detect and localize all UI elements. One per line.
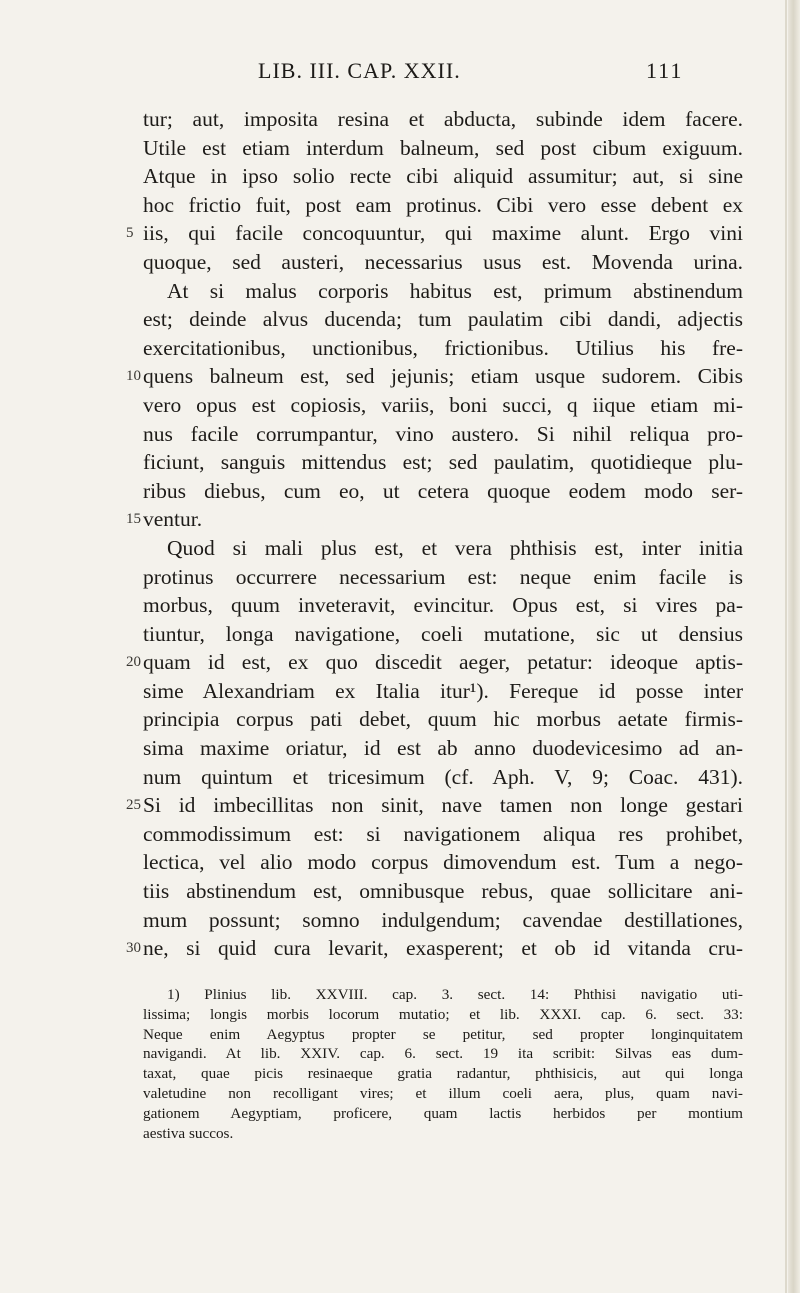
text-line bbox=[143, 620, 743, 649]
line-text: ventur. bbox=[143, 507, 203, 532]
line-text: Quod si mali plus est, et vera phthisis est, inter initia bbox=[167, 535, 743, 560]
line-text: num quintum et tricesimum (cf. Aph. V, 9; Coac. 431). bbox=[143, 764, 743, 789]
line-text: exercitationibus, unctionibus, frictionibus. Utilius his fre- bbox=[143, 335, 743, 360]
line-text: Atque in ipso solio recte cibi aliquid assumitur; aut, si sine bbox=[143, 164, 743, 189]
text-line bbox=[143, 734, 743, 763]
line-text: mum possunt; somno indulgendum; cavendae destillationes, bbox=[143, 907, 743, 932]
text-line bbox=[126, 505, 743, 534]
text-line bbox=[126, 791, 743, 820]
text-line bbox=[143, 906, 743, 935]
line-number: 10 bbox=[126, 368, 141, 385]
text-line bbox=[143, 705, 743, 734]
line-text: ribus diebus, cum eo, ut cetera quoque eodem modo ser- bbox=[143, 478, 743, 503]
line-number: 25 bbox=[126, 797, 141, 814]
text-line bbox=[143, 334, 743, 363]
line-number: 30 bbox=[126, 940, 141, 957]
text-line bbox=[143, 248, 743, 277]
footnote-line: Neque enim Aegyptus propter se petitur, sed propter longinquitatem bbox=[143, 1025, 743, 1043]
footnote-line: taxat, quae picis resinaeque gratia radantur, phthisicis, aut qui longa bbox=[143, 1065, 743, 1083]
line-text: iis, qui facile concoquuntur, qui maxime alunt. Ergo vini bbox=[143, 221, 743, 246]
line-text: vero opus est copiosis, variis, boni succi, q iique etiam mi- bbox=[143, 392, 743, 417]
text-line bbox=[143, 763, 743, 792]
text-line bbox=[143, 448, 743, 477]
text-line bbox=[126, 648, 743, 677]
text-line bbox=[126, 934, 743, 963]
line-text: Utile est etiam interdum balneum, sed post cibum exiguum. bbox=[143, 135, 743, 160]
footnote-line: lissima; longis morbis locorum mutatio; et lib. XXXI. cap. 6. sect. 33: bbox=[143, 1005, 743, 1023]
line-text: morbus, quum inveteravit, evincitur. Opus est, si vires pa- bbox=[143, 593, 743, 618]
line-text: ficiunt, sanguis mittendus est; sed paulatim, quotidieque plu- bbox=[143, 450, 743, 475]
line-text: At si malus corporis habitus est, primum abstinendum bbox=[167, 278, 743, 303]
line-number: 5 bbox=[126, 225, 134, 242]
line-text: quoque, sed austeri, necessarius usus est. Movenda urina. bbox=[143, 249, 743, 274]
text-line bbox=[143, 105, 743, 134]
footnote-line: aestiva succos. bbox=[143, 1124, 234, 1142]
line-text: est; deinde alvus ducenda; tum paulatim cibi dandi, adjectis bbox=[143, 307, 743, 332]
line-number: 15 bbox=[126, 511, 141, 528]
line-text: sima maxime oriatur, id est ab anno duodevicesimo ad an- bbox=[143, 736, 743, 761]
text-line bbox=[143, 563, 743, 592]
text-line bbox=[143, 305, 743, 334]
text-line bbox=[143, 591, 743, 620]
text-line bbox=[143, 191, 743, 220]
line-text: nus facile corrumpantur, vino austero. Si nihil reliqua pro- bbox=[143, 421, 743, 446]
line-text: tur; aut, imposita resina et abducta, subinde idem facere. bbox=[143, 107, 743, 131]
text-line bbox=[143, 391, 743, 420]
line-text: hoc frictio fuit, post eam protinus. Cibi vero esse debent ex bbox=[143, 192, 743, 217]
text-line bbox=[143, 677, 743, 706]
line-text: principia corpus pati debet, quum hic morbus aetate firmis- bbox=[143, 707, 743, 732]
line-text: Si id imbecillitas non sinit, nave tamen non longe gestari bbox=[143, 793, 743, 818]
footnote-line: valetudine non recolligant vires; et illum coeli aera, plus, quam navi- bbox=[143, 1084, 743, 1102]
footnote-line: navigandi. At lib. XXIV. cap. 6. sect. 19 ita scribit: Silvas eas dum- bbox=[143, 1045, 743, 1063]
page-edge bbox=[788, 0, 800, 1293]
line-number: 20 bbox=[126, 654, 141, 671]
footnotes bbox=[143, 985, 743, 1143]
line-text: lectica, vel alio modo corpus dimovendum est. Tum a nego- bbox=[143, 850, 743, 875]
text-line bbox=[143, 534, 743, 563]
footnote-line: gationem Aegyptiam, proficere, quam lactis herbidos per montium bbox=[143, 1104, 743, 1122]
text-line bbox=[126, 362, 743, 391]
line-text: protinus occurrere necessarium est: neque enim facile is bbox=[143, 564, 743, 589]
text-line bbox=[143, 848, 743, 877]
text-line bbox=[143, 162, 743, 191]
page-edge-line bbox=[785, 0, 787, 1293]
text-line bbox=[143, 277, 743, 306]
page-number: 111 bbox=[646, 58, 684, 83]
line-text: commodissimum est: si navigationem aliqua res prohibet, bbox=[143, 821, 743, 846]
line-text: quens balneum est, sed jejunis; etiam usque sudorem. Cibis bbox=[143, 364, 743, 389]
text-line bbox=[143, 134, 743, 163]
body-text bbox=[126, 105, 743, 963]
text-line bbox=[143, 420, 743, 449]
text-line bbox=[143, 877, 743, 906]
line-text: ne, si quid cura levarit, exasperent; et ob id vitanda cru- bbox=[143, 936, 743, 961]
line-text: sime Alexandriam ex Italia itur¹). Fereque id posse inter bbox=[143, 678, 743, 703]
text-line bbox=[143, 477, 743, 506]
line-text: quam id est, ex quo discedit aeger, petatur: ideoque aptis- bbox=[143, 650, 743, 675]
line-text: tiis abstinendum est, omnibusque rebus, quae sollicitare ani- bbox=[143, 879, 743, 904]
text-line bbox=[143, 820, 743, 849]
running-head bbox=[0, 58, 800, 88]
chapter-title: LIB. III. CAP. XXII. bbox=[258, 58, 461, 83]
footnote-line: 1) Plinius lib. XXVIII. cap. 3. sect. 14: Phthisi navigatio uti- bbox=[167, 986, 743, 1003]
text-line bbox=[126, 219, 743, 248]
line-text: tiuntur, longa navigatione, coeli mutatione, sic ut densius bbox=[143, 621, 743, 646]
